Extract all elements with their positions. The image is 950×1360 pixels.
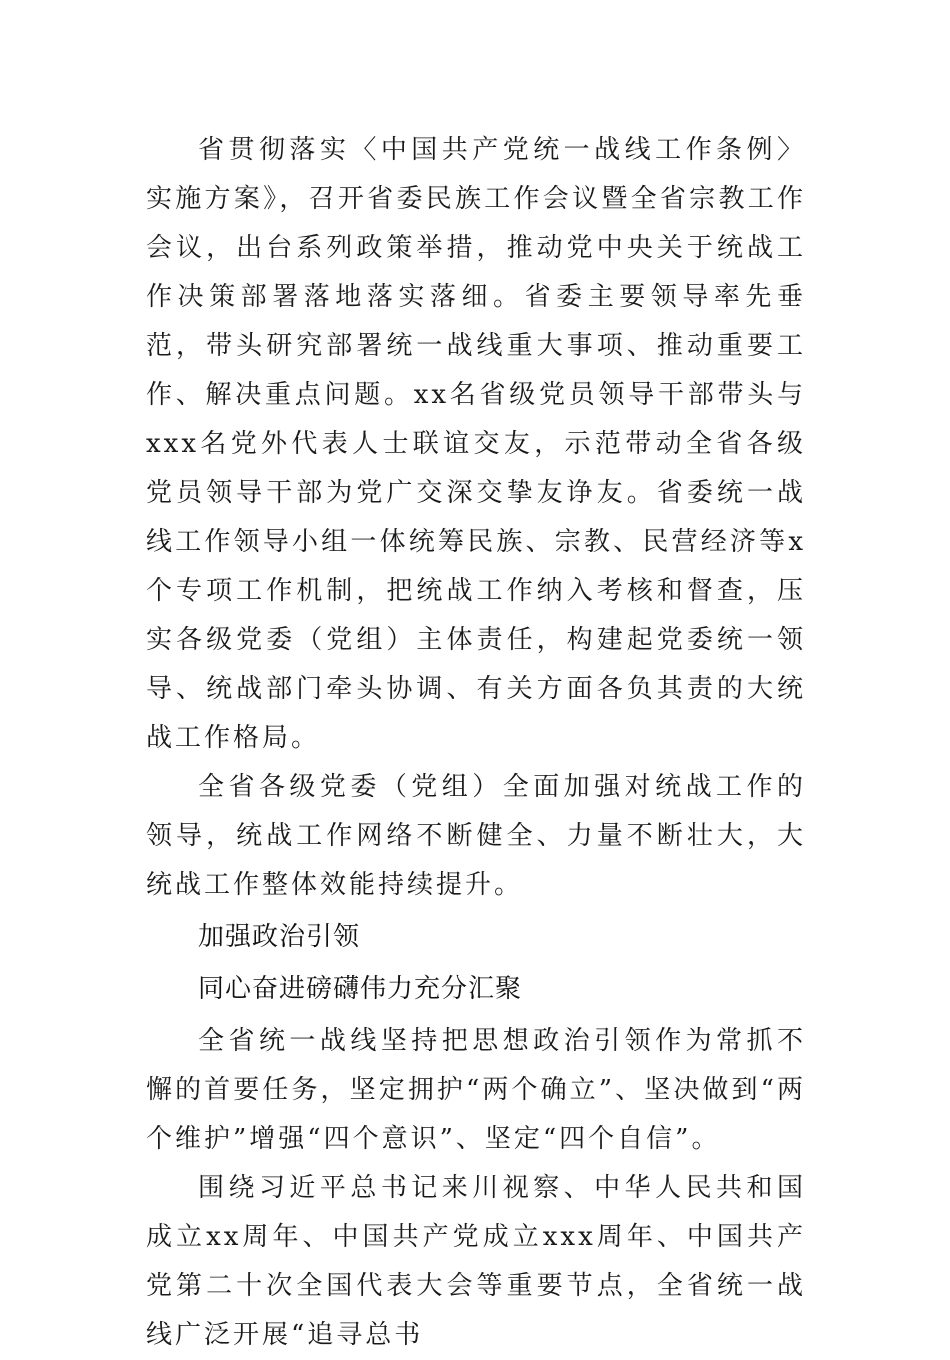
body-paragraph: 省贯彻落实〈中国共产党统一战线工作条例〉实施方案》，召开省委民族工作会议暨全省宗教工作会议，出台系列政策举措，推动党中央关于统战工作决策部署落地落实落细。省委主要领导率先垂范，带头研究部署统一战线重大事项、推动重要工作、解决重点问题。xx名省级党员领导干部带头与xxx名党外代表人士联谊交友，示范带动全省各级党员领导干部为党广交深交挚友诤友。省委统一战线工作领导小组一体统筹民族、宗教、民营经济等x个专项工作机制，把统战工作纳入考核和督查，压实各级党委（党组）主体责任，构建起党委统一领导、统战部门牵头协调、有关方面各负其责的大统战工作格局。 [146,135,806,753]
body-paragraph: 围绕习近平总书记来川视察、中华人民共和国成立xx周年、中国共产党成立xxx周年、中国共产党第二十次全国代表大会等重要节点，全省统一战线广泛开展“追寻总书 [146,1173,806,1350]
section-heading: 加强政治引领 [198,922,361,952]
section-subheading: 同心奋进磅礴伟力充分汇聚 [198,974,523,1004]
body-paragraph: 全省各级党委（党组）全面加强对统战工作的领导，统战工作网络不断健全、力量不断壮大，大统战工作整体效能持续提升。 [146,772,806,900]
body-paragraph: 全省统一战线坚持把思想政治引领作为常抓不懈的首要任务，坚定拥护“两个确立”、坚决做到“两个维护”增强“四个意识”、坚定“四个自信”。 [146,1026,806,1154]
document-body [146,126,806,1360]
